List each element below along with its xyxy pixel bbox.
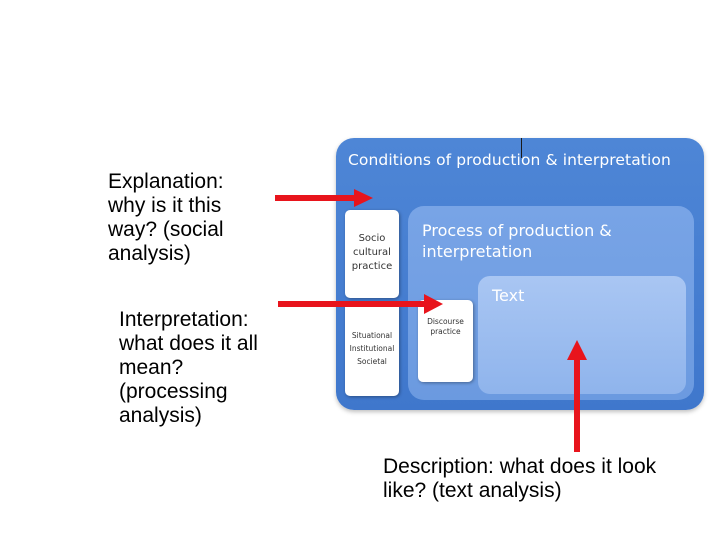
process-title: Process of production & interpretation — [422, 221, 612, 261]
explanation-label: Explanation: why is it this way? (social analysis) — [108, 170, 224, 265]
discourse-practice-text: Discourse practice — [427, 317, 464, 336]
description-label: Description: what does it look like? (text analysis) — [383, 455, 657, 502]
text-title: Text — [492, 286, 525, 305]
socio-cultural-text: Socio cultural practice — [351, 233, 393, 272]
interpretation-label: Interpretation: what does it all mean? (processing analysis) — [119, 308, 258, 427]
conditions-title: Conditions of production & interpretation — [348, 151, 671, 169]
levels-text: Situational Institutional Societal — [349, 331, 395, 366]
description-arrow — [567, 340, 587, 452]
interpretation-arrow — [278, 294, 443, 314]
explanation-arrow — [275, 189, 373, 207]
